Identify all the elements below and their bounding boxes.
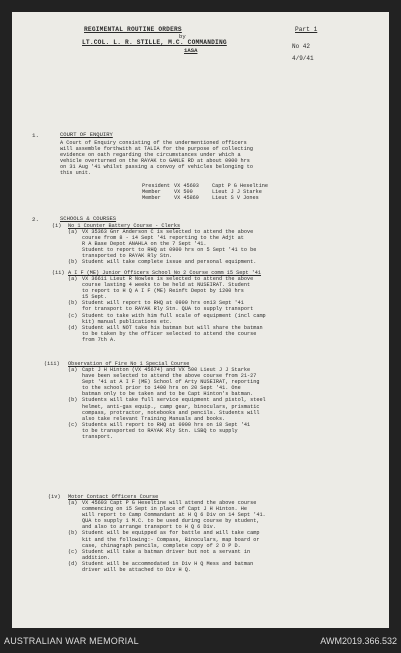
section-iv-number: (iv) [48, 494, 61, 500]
section-ii-number: (ii) [52, 270, 65, 276]
section-iii-heading: Observation of Fire No 1 Special Course [68, 361, 190, 367]
para-2-number: 2. [32, 216, 39, 223]
list-item: (a) VX 35363 Gnr Anderson C is selected to attend the above course from 8 - 14 Sept '41 reporting to the Adjt at R A Base Depot ANAHLA on the 7 Sept '41. Student to report to RHQ at 0900 hrs on 5 Sept '41 to be transported to RAYAK Rly Stn. [68, 229, 257, 260]
section-iii-items [68, 367, 266, 440]
section-ii-items [68, 276, 266, 343]
list-item: (d) Student will NOT take his batman but will share the batman to be taken by the officer selected to attend the course from 7th A. [68, 324, 263, 343]
list-item: (b) Student will report to RHQ at 0900 hrs on13 Sept '41 for transport to RAYAK Rly Stn. QUA to supply transport [68, 300, 254, 313]
list-item: (a) VX 45603 Capt P G Heseltine will attend the above course commencing on 15 Sept in place of Capt J H Hinton. He will report to Camp Commandant at H Q 6 Div on 14 Sept '41. QUA to supply 1 M.C. to be used during course by student, and also to arrange transport to H Q 6 Div. [68, 500, 266, 531]
member-row: Member VX 45869 Lieut S V Jones [142, 195, 259, 202]
section-iii-number: (iii) [44, 361, 60, 367]
list-item: (b) Students will take full service equipment and pistol, steel helmet, anti-gas equip., camp gear, binoculars, prismatic compass, protractor, notebooks and pencils. Students will also take relevant Training Manuals and books. [68, 397, 266, 422]
list-item: (b) Student will be equipped as for battle and will take camp kit and the following:- Compass, Binoculars, map board or case, chinagraph pencils, complete copy of 2 D P D. [68, 530, 260, 549]
list-item: (c) Student will take a batman driver but not a servant in addition. [68, 548, 251, 561]
para-2-heading: SCHOOLS & COURSES [60, 215, 117, 222]
text-line: on 31 Aug '41 whilst passing a convoy of vehicles belonging to [60, 164, 254, 171]
section-ii-heading: A I F (ME) Junior Officers School No 2 Course comm 15 Sept '41 [68, 270, 262, 276]
text-line: will assemble forthwith at TALIA for the purpose of collecting [60, 146, 254, 153]
unit-name: 1ASA [184, 47, 198, 54]
list-item: (c) Students will report to RHQ at 0900 hrs on 18 Sept '41 to be transported to RAYAK Rly Stn. LSBQ to supply transport. [68, 421, 251, 441]
list-item: (a) Capt J H Hinton (VX 45674) and VX 500 Lieut J J Starke have been selected to attend the above course from 21-27 Sept '41 at A I F (ME) School of Arty NUSEIRAT, reporting to the school prior to 1400 hrs on 20 Sept '41. One batman only to be taken and to be Capt Hinton's batman. [68, 367, 260, 398]
section-iv-heading: Motor Contact Officers Course [68, 494, 159, 500]
member-row: President VX 45603 Capt P G Heseltine [142, 183, 269, 189]
text-line: this unit. [60, 170, 92, 177]
orders-by: by [179, 33, 186, 40]
section-iv-items [68, 500, 266, 573]
section-i-number: (i) [52, 223, 62, 229]
order-number: No 42 [292, 43, 311, 50]
para-1-text [60, 140, 253, 177]
list-item: (d) Student will be accommodated in Div H Q Mess and batman driver will be attached to Div H Q. [68, 560, 254, 574]
document-page [12, 12, 389, 628]
order-date: 4/9/41 [292, 55, 314, 62]
commanding-officer: LT.COL. L. R. STILLE, M.C. COMMANDING [82, 39, 227, 46]
orders-title: REGIMENTAL ROUTINE ORDERS [84, 26, 182, 33]
member-row: Member VX 500 Lieut J J Starke [142, 189, 262, 196]
text-line: A Court of Enquiry consisting of the undermentioned officers [60, 140, 247, 146]
section-i-heading: No 1 Counter Battery Course - Clerks [68, 223, 181, 229]
archive-footer [0, 628, 401, 653]
part-label: Part 1 [295, 26, 318, 33]
text-line: vehicle overturned on the RAYAK to GANLE RD at about 0900 hrs [60, 158, 250, 165]
board-members [142, 183, 268, 201]
section-i-items [68, 229, 256, 266]
text-line: evidence on oath regarding the circumstances under which a [60, 152, 241, 159]
list-item: (c) Student to take with him full scale of equipment (incl camp kit) manual publications etc. [68, 312, 266, 325]
list-item: (a) VX 36611 Lieut R Nowles is selected to attend the above course lasting 4 weeks to be held at NUSEIRAT. Student to report to H Q A I F (ME) Reinft Depot by 1200 hrs 15 Sept. [68, 276, 254, 301]
archive-name: AUSTRALIAN WAR MEMORIAL [4, 636, 139, 646]
list-item: (b) Student will take complete issue and personal equipment. [68, 259, 257, 266]
para-1-number: 1. [32, 132, 39, 139]
archive-reference: AWM2019.366.532 [320, 636, 397, 646]
para-1-heading: COURT OF ENQUIRY [60, 131, 113, 138]
